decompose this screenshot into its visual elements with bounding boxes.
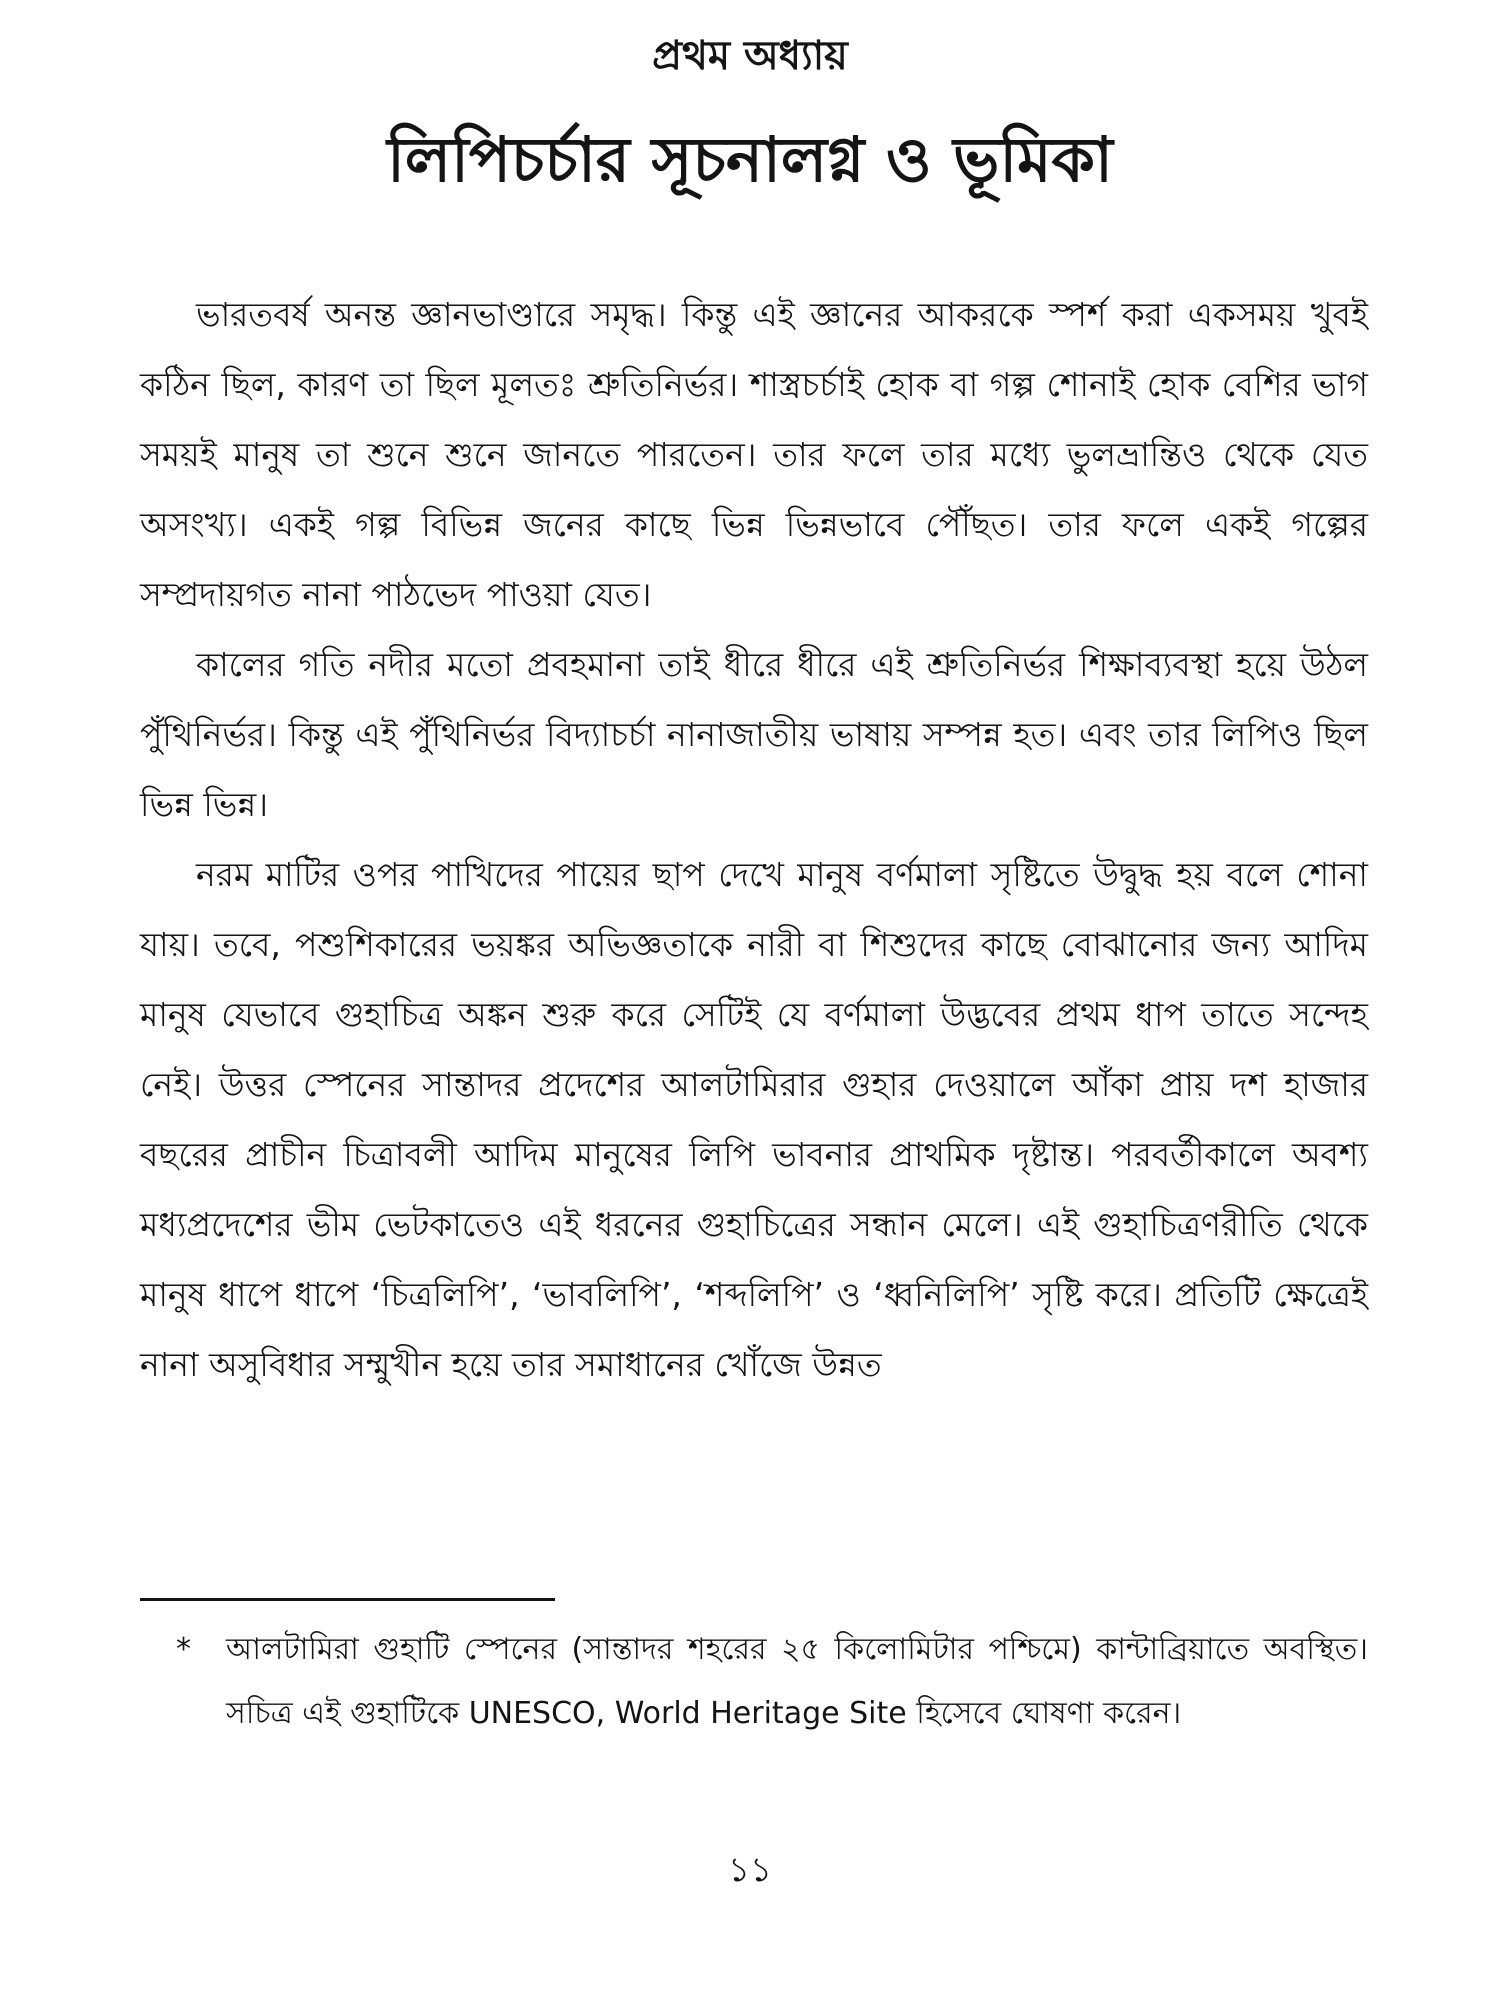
footnote-divider [140,1598,555,1601]
paragraph-2: কালের গতি নদীর মতো প্রবহমানা তাই ধীরে ধীরে এই শ্রুতিনির্ভর শিক্ষাব্যবস্থা হয়ে উঠল পুঁথিনির্ভর। কিন্তু এই পুঁথিনির্ভর বিদ্যাচর্চা নানাজাতীয় ভাষায় সম্পন্ন হত। এবং তার লিপিও ছিল ভিন্ন ভিন্ন। [140,645,1368,824]
footnote-marker: * [176,1632,191,1667]
chapter-label: প্রথম অধ্যায় [652,33,848,79]
footnote-text: আলটামিরা গুহাটি স্পেনের (সান্তাদর শহরের ২৫ কিলোমিটার পশ্চিমে) কান্টাব্রিয়াতে অবস্থিত। সচিত্র এই গুহাটিকে UNESCO, World Heritage Site হিসেবে ঘোষণা করেন। [226,1632,1368,1731]
footnote [140,1618,1368,1746]
page-number: ১১ [727,1850,773,1890]
body-text [140,280,1368,1400]
paragraph-1: ভারতবর্ষ অনন্ত জ্ঞানভাণ্ডারে সমৃদ্ধ। কিন্তু এই জ্ঞানের আকরকে স্পর্শ করা একসময় খুবই কঠিন ছিল, কারণ তা ছিল মূলতঃ শ্রুতিনির্ভর। শাস্ত্রচর্চাই হোক বা গল্প শোনাই হোক বেশির ভাগ সময়ই মানুষ তা শুনে শুনে জানতে পারতেন। তার ফলে তার মধ্যে ভুলভ্রান্তিও থেকে যেত অসংখ্য। একই গল্প বিভিন্ন জনের কাছে ভিন্ন ভিন্নভাবে পৌঁছত। তার ফলে একই গল্পের সম্প্রদায়গত নানা পাঠভেদ পাওয়া যেত। [140,295,1368,614]
paragraph-3: নরম মাটির ওপর পাখিদের পায়ের ছাপ দেখে মানুষ বর্ণমালা সৃষ্টিতে উদ্বুদ্ধ হয় বলে শোনা যায়। তবে, পশুশিকারের ভয়ঙ্কর অভিজ্ঞতাকে নারী বা শিশুদের কাছে বোঝানোর জন্য আদিম মানুষ যেভাবে গুহাচিত্র অঙ্কন শুরু করে সেটিই যে বর্ণমালা উদ্ভবের প্রথম ধাপ তাতে সন্দেহ নেই। উত্তর স্পেনের সান্তাদর প্রদেশের আলটামিরার গুহার দেওয়ালে আঁকা প্রায় দশ হাজার বছরের প্রাচীন চিত্রাবলী আদিম মানুষের লিপি ভাবনার প্রাথমিক দৃষ্টান্ত। পরবর্তীকালে অবশ্য মধ্যপ্রদেশের ভীম ভেটকাতেও এই ধরনের গুহাচিত্রের সন্ধান মেলে। এই গুহাচিত্রণরীতি থেকে মানুষ ধাপে ধাপে ‘চিত্রলিপি’, ‘ভাবলিপি’, ‘শব্দলিপি’ ও ‘ধ্বনিলিপি’ সৃষ্টি করে। প্রতিটি ক্ষেত্রেই নানা অসুবিধার সম্মুখীন হয়ে তার সমাধানের খোঁজে উন্নত [140,855,1368,1384]
chapter-title: লিপিচর্চার সূচনালগ্ন ও ভূমিকা [387,123,1113,196]
